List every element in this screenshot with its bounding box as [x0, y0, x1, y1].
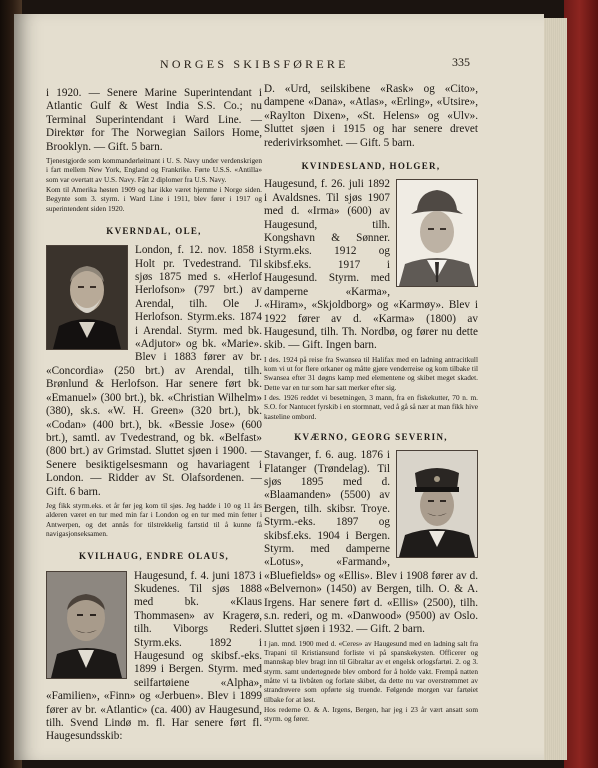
portrait-photo — [396, 179, 478, 287]
biography-entry — [46, 570, 262, 744]
entry-heading: KVERNDAL, OLE, — [106, 225, 202, 236]
portrait-photo — [46, 571, 127, 679]
page-edges — [540, 18, 567, 760]
entry-note: Hos rederne O. & A. Irgens, Bergen, har jeg i 23 år vært ansatt som styrm. og fører. — [264, 704, 478, 724]
biography-entry — [264, 178, 478, 352]
entry-heading: KVINDESLAND, HOLGER, — [301, 161, 441, 172]
entry-note: I des. 1924 på reise fra Swansea til Halifax med en ladning antracitkull kom vi ut for flere orkaner og måtte gjøre venderreise og kom tilbake til Swansea efter 31 døgns kamp med elementene og skibet meget skadet. Dette var en tur som har satt merker efter sig. — [264, 354, 478, 392]
page-number: 335 — [452, 55, 470, 69]
right-column — [264, 83, 478, 724]
entry-text: Haugesund, f. 4. juni 1873 i Skudenes. Til sjøs 1888 med bk. «Klaus Thommasen» av Kragerø, tilh. Viborgs Rederi. Styrm.eks. 1892 i Haugesund og skibsf.-eks. 1899 i Bergen. Styrm. med seilfartøiene «Alpha», «Familien», «Finn» og «Jerbuen». Blev i 1899 fører av br. «Atlantic» (ca. 400) av Haugesund, tilh. Svend Lindø m. fl. Har senere ført fl. Haugesundsskib: — [46, 569, 262, 743]
entry-heading: KVÆRNO, GEORG SEVERIN, — [294, 431, 448, 442]
portrait-photo — [396, 450, 478, 558]
entry-text: Stavanger, f. 6. aug. 1876 i Flatanger (Trøndelag). Til sjøs 1895 med d. «Blaamanden» (5500) av Bergen, tilh. skibsr. Troye. Styrm.-eks. 1897 og skibsf.eks. 1904 i Bergen. Styrm. med damperne «Lotus», «Farmand», «Bluefields» og «Ellis». Blev i 1908 fører av d. «Belvernon» (1450) av Bergen, tilh. O. & A. Irgens. Har senere ført d. «Ellis» (2500), tilh. s.n. rederi, og m. «Danwood» (9500) av Oslo. Sluttet sjøen i 1932. — Gift. 2 barn. — [264, 449, 478, 636]
book-cover-edge — [564, 0, 598, 768]
continuation-paragraph: D. «Urd, seilskibene «Rask» og «Cito», dampene «Dana», «Atlas», «Erling», «Utsire», «Raylton Dixen», «St. Helens» og «Ulv». Sluttet sjøen i 1915 og har senere drevet rederivirksomhet. — Gift. 5 barn. — [264, 83, 478, 149]
intro-paragraph: i 1920. — Senere Marine Superintendant i Atlantic Gulf & West India S.S. Co.; nu Terminal Superintendant i Ward Line. — Direktør for The Norwegian Sailors Home, Brooklyn. — Gift. 5 barn. — [46, 87, 262, 153]
left-column — [46, 87, 262, 744]
entry-heading: KVILHAUG, ENDRE OLAUS, — [78, 551, 230, 562]
entry-note: I des. 1926 reddet vi besetningen, 3 mann, fra en fiskekutter, 70 n. m. S.O. for Nantucet fyrskib i en stormnatt, ved å gå så nær at man fikk hive kasteline ombord. — [264, 392, 478, 421]
entry-text: London, f. 12. nov. 1858 i Holt pr. Tvedestrand. Til sjøs 1875 med s. «Herlof Herlofson» (797 brt.) av Arendal, tilh. Ole J. Herlofson. Styrm.eks. 1874 i Arendal. Styrm. med bk. «Adjutor» og bk. «Marie». Blev i 1883 fører av br. «Concordia» (250 brt.) av Arendal, tilh. Brønlund & Herlofson. Har senere ført bk. «Emanuel» (300 brt.), bk. «Christian Wilhelm» (380), sk.s. «W. H. Green» (320 brt.), bk. «Codan» (400 brt.), bk. «Bessie Jose» (600 brt.), samtl. av Tvedestrand, og bk. «Belfast» (800 brt.) av Grimstad. Sluttet sjøen i 1900. — Senere besiktigelsesmann og havariagent i London. — Ridder av St. Olafsordenen. — Gift. 6 barn. — [46, 244, 262, 498]
entry-note: Jeg fikk styrm.eks. et år før jeg kom til sjøs. Jeg hadde i 10 og 11 års alderen været en tur med min far i London og en tur med min fetter i Antwerpen, og det annås for tilstrekkelig fartstid til å kunne få navigasjonseksamen. — [46, 500, 262, 538]
entry-note: I jan. mnd. 1900 med d. «Ceres» av Haugesund med en ladning salt fra Trapani til Kristiansund forliste vi på spanskekysten. Officerer og mannskap blev bragt inn til Gibraltar av et engelsk orlogsfartøi. 2. og 3. styrm. samt undertegnede blev ombord for å holde vakt. Frempå natten måtte vi ta livbåten og forlate skibet, da dette nu var overstrømmet av strandrøvere som opførte sig truende. Følgende morgen var fartøiet tilbake for at løst. — [264, 638, 478, 704]
entry-text: Haugesund, f. 26. juli 1892 i Avaldsnes. Til sjøs 1907 med d. «Irma» (600) av Haugesund, tilh. Kongshavn & Sønner. Styrm.eks. 1912 og skibsf.eks. 1917 i Haugesund. Styrm. med damperne «Karma», «Hiram», «Skjoldborg» og «Karmøy». Blev i 1922 fører av d. «Karma» (1800) av Haugesund, tilh. Th. Nordbø, og fører nu dette skib. — Gift. Ingen barn. — [264, 178, 478, 352]
biography-entry — [264, 449, 478, 637]
portrait-photo — [46, 245, 128, 350]
intro-note: Kom til Amerika høsten 1909 og har ikke været hjemme i Norge siden. Begynte som 3. styrm. i Ward Line i 1911, blev fører i 1917 og superintendent siden 1920. — [46, 184, 262, 213]
intro-note: Tjenestgjorde som kommandørløitnant i U. S. Navy under verdenskrigen i fart mellem New York, England og Frankrike. Førte U.S.S. «Antilla» som var overtatt av U.S. Navy. Fått 2 diplomer fra U.S. Navy. — [46, 156, 262, 184]
biography-entry — [46, 244, 262, 499]
running-header: NORGES SKIBSFØRERE — [160, 57, 349, 71]
